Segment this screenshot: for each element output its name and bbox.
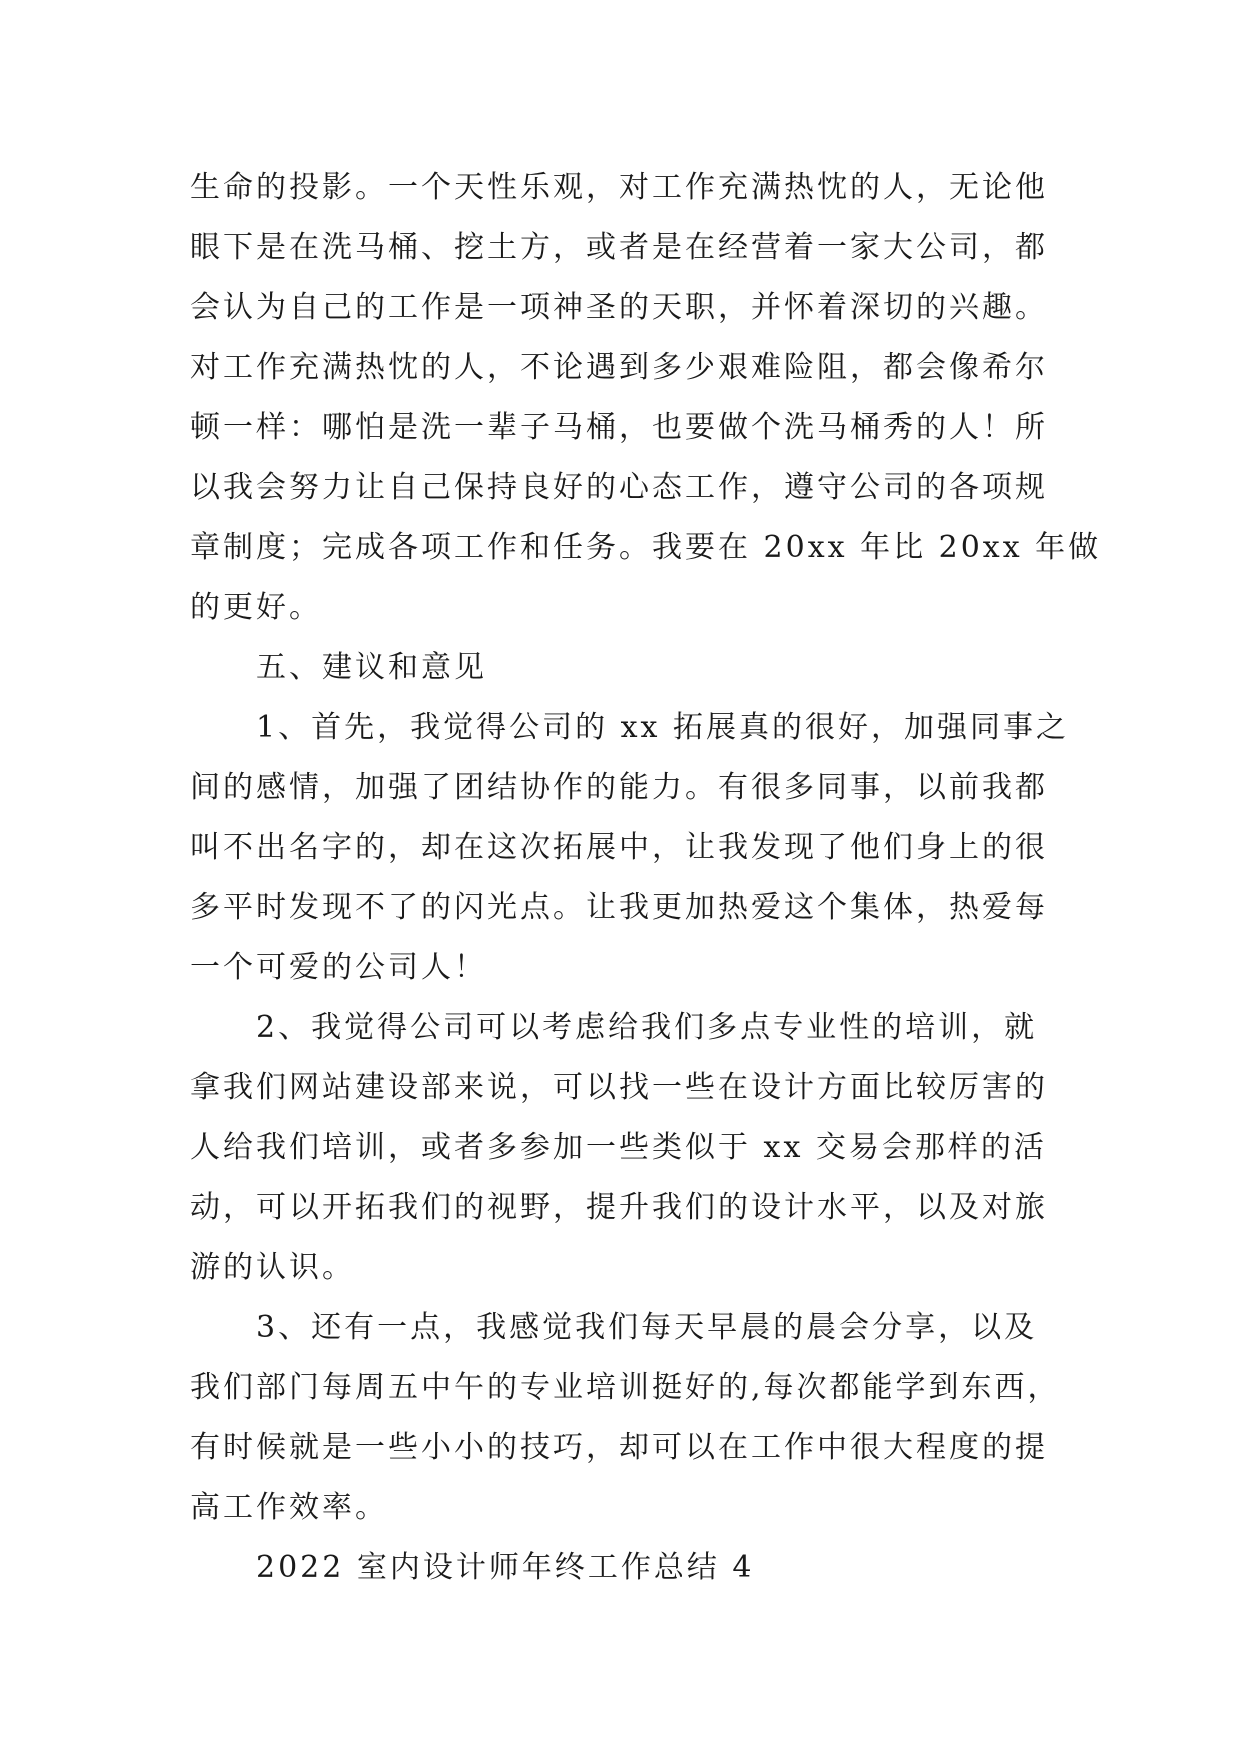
text-line: 以我会努力让自己保持良好的心态工作，遵守公司的各项规 [190, 470, 1048, 505]
text-line: 多平时发现不了的闪光点。让我更加热爱这个集体，热爱每 [190, 890, 1048, 925]
text-line: 一个可爱的公司人！ [190, 950, 487, 985]
text-line: 间的感情，加强了团结协作的能力。有很多同事，以前我都 [190, 770, 1048, 805]
text-line: 我们部门每周五中午的专业培训挺好的,每次都能学到东西， [190, 1370, 1061, 1405]
text-line: 章制度；完成各项工作和任务。我要在 20xx 年比 20xx 年做 [190, 530, 1102, 565]
text-line: 高工作效率。 [190, 1490, 388, 1525]
text-line: 人给我们培训，或者多参加一些类似于 xx 交易会那样的活 [190, 1130, 1047, 1165]
text-line: 顿一样：哪怕是洗一辈子马桶，也要做个洗马桶秀的人！所 [190, 410, 1048, 445]
text-line: 对工作充满热忱的人，不论遇到多少艰难险阻，都会像希尔 [190, 350, 1048, 385]
text-line: 2、我觉得公司可以考虑给我们多点专业性的培训，就 [190, 1010, 1038, 1045]
text-line: 拿我们网站建设部来说，可以找一些在设计方面比较厉害的 [190, 1070, 1048, 1105]
document-body [190, 158, 1102, 1598]
text-line: 会认为自己的工作是一项神圣的天职，并怀着深切的兴趣。 [190, 290, 1048, 325]
text-line: 的更好。 [190, 590, 322, 625]
text-line: 生命的投影。一个天性乐观，对工作充满热忱的人，无论他 [190, 170, 1048, 205]
suggestion-item-2 [190, 998, 1060, 1298]
text-line: 叫不出名字的，却在这次拓展中，让我发现了他们身上的很 [190, 830, 1048, 865]
text-line: 有时候就是一些小小的技巧，却可以在工作中很大程度的提 [190, 1430, 1048, 1465]
text-line: 动，可以开拓我们的视野，提升我们的设计水平，以及对旅 [190, 1190, 1048, 1225]
text-line: 游的认识。 [190, 1250, 355, 1285]
suggestion-item-3 [190, 1298, 1060, 1538]
paragraph-1 [190, 158, 1102, 638]
suggestion-item-1 [190, 698, 1069, 998]
text-line: 3、还有一点，我感觉我们每天早晨的晨会分享，以及 [190, 1310, 1038, 1345]
text-line: 1、首先，我觉得公司的 xx 拓展真的很好，加强同事之 [190, 710, 1069, 745]
section-heading: 五、建议和意见 [190, 650, 487, 685]
next-section-title: 2022 室内设计师年终工作总结 4 [190, 1550, 755, 1585]
text-line: 眼下是在洗马桶、挖土方，或者是在经营着一家大公司，都 [190, 230, 1048, 265]
